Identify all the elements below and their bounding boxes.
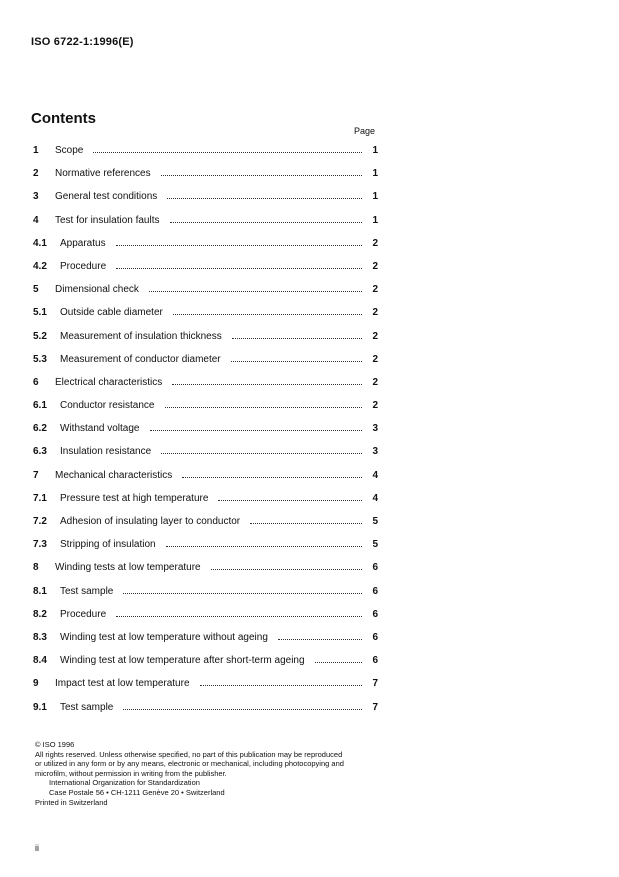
toc-entry-title: Electrical characteristics bbox=[55, 376, 163, 388]
toc-entry-number: 8 bbox=[33, 562, 39, 574]
toc-entry-number: 8.3 bbox=[33, 631, 47, 643]
toc-entry bbox=[33, 145, 378, 168]
toc-entry bbox=[33, 586, 378, 609]
toc-entry bbox=[33, 284, 378, 307]
toc-entry-number: 4.1 bbox=[33, 237, 47, 249]
toc-entry-number: 3 bbox=[33, 191, 39, 203]
toc-entry bbox=[33, 238, 378, 261]
rights-text: or utilized in any form or by any means, electronic or mechanical, including photocopying and bbox=[35, 759, 344, 769]
toc-entry-title: General test conditions bbox=[55, 191, 158, 203]
toc-entry-page: 2 bbox=[372, 400, 378, 412]
toc-entry-title: Adhesion of insulating layer to conductor bbox=[60, 516, 241, 527]
organization-name: International Organization for Standardization bbox=[49, 778, 200, 788]
toc-leader-dots bbox=[315, 662, 362, 663]
toc-leader-dots bbox=[93, 152, 362, 153]
toc-entry bbox=[33, 191, 378, 214]
toc-leader-dots bbox=[123, 593, 362, 594]
toc-leader-dots bbox=[182, 477, 362, 478]
toc-leader-dots bbox=[167, 198, 362, 199]
toc-leader-dots bbox=[232, 338, 362, 339]
toc-leader-dots bbox=[211, 569, 362, 570]
toc-entry-title: Test sample bbox=[60, 701, 114, 713]
toc-leader-dots bbox=[172, 384, 362, 385]
toc-entry-page: 6 bbox=[372, 562, 378, 574]
toc-entry-page: 6 bbox=[372, 655, 378, 667]
toc-entry-number: 6.3 bbox=[33, 446, 47, 458]
toc-entry-page: 4 bbox=[372, 492, 378, 504]
toc-leader-dots bbox=[149, 291, 362, 292]
document-header: ISO 6722-1:1996(E) bbox=[31, 36, 134, 48]
toc-entry bbox=[33, 354, 378, 377]
toc-leader-dots bbox=[200, 685, 362, 686]
toc-entry-page: 2 bbox=[372, 376, 378, 388]
toc-leader-dots bbox=[218, 500, 362, 501]
toc-entry-page: 2 bbox=[372, 353, 378, 365]
page-column-label: Page bbox=[354, 126, 376, 136]
toc-entry-number: 1 bbox=[33, 145, 39, 156]
toc-entry-page: 6 bbox=[372, 608, 378, 620]
toc-entry-number: 8.4 bbox=[33, 655, 47, 667]
toc-entry-page: 6 bbox=[372, 631, 378, 643]
toc-entry-page: 1 bbox=[372, 191, 378, 203]
toc-leader-dots bbox=[116, 268, 362, 269]
toc-entry bbox=[33, 400, 378, 423]
toc-entry-page: 4 bbox=[372, 469, 378, 481]
toc-entry-number: 7 bbox=[33, 469, 39, 481]
toc-entry-page: 5 bbox=[372, 516, 378, 527]
toc-entry bbox=[33, 702, 378, 725]
toc-entry-number: 8.2 bbox=[33, 608, 47, 620]
toc-leader-dots bbox=[278, 639, 362, 640]
toc-entry-page: 1 bbox=[372, 145, 378, 156]
toc-entry-title: Procedure bbox=[60, 608, 107, 620]
rights-text: All rights reserved. Unless otherwise specified, no part of this publication may be reproduced bbox=[35, 749, 343, 759]
toc-entry bbox=[33, 678, 378, 701]
toc-entry-page: 3 bbox=[372, 423, 378, 435]
toc-entry-title: Winding test at low temperature without ageing bbox=[60, 631, 268, 643]
toc-entry-number: 8.1 bbox=[33, 585, 47, 597]
toc-entry-number: 5.3 bbox=[33, 353, 47, 365]
toc-leader-dots bbox=[166, 546, 362, 547]
contents-title: Contents bbox=[31, 110, 96, 127]
toc-entry-number: 9 bbox=[33, 678, 39, 690]
toc-entry-number: 2 bbox=[33, 168, 39, 180]
toc-leader-dots bbox=[250, 523, 362, 524]
toc-entry bbox=[33, 470, 378, 493]
toc-entry-title: Test for insulation faults bbox=[55, 214, 160, 226]
printed-in: Printed in Switzerland bbox=[35, 797, 108, 807]
toc-entry-number: 5.1 bbox=[33, 307, 47, 319]
toc-leader-dots bbox=[123, 709, 362, 710]
toc-entry bbox=[33, 493, 378, 516]
toc-entry bbox=[33, 446, 378, 469]
toc-entry-number: 4.2 bbox=[33, 260, 47, 272]
toc-entry-page: 2 bbox=[372, 237, 378, 249]
toc-entry-number: 5 bbox=[33, 284, 39, 296]
toc-entry-title: Winding test at low temperature after short-term ageing bbox=[60, 655, 305, 667]
toc-leader-dots bbox=[170, 222, 363, 223]
toc-entry-title: Winding tests at low temperature bbox=[55, 562, 201, 574]
toc-entry bbox=[33, 331, 378, 354]
toc-entry-page: 2 bbox=[372, 330, 378, 342]
toc-entry-title: Dimensional check bbox=[55, 284, 139, 296]
organization-address: Case Postale 56 • CH-1211 Genève 20 • Switzerland bbox=[49, 787, 225, 797]
toc-entry-title: Outside cable diameter bbox=[60, 307, 163, 319]
toc-entry-page: 7 bbox=[372, 678, 378, 690]
toc-entry bbox=[33, 539, 378, 562]
toc-entry bbox=[33, 655, 378, 678]
toc-entry-page: 3 bbox=[372, 446, 378, 458]
rights-text: microfilm, without permission in writing from the publisher. bbox=[35, 768, 227, 778]
toc-entry-title: Test sample bbox=[60, 585, 114, 597]
toc-entry-page: 7 bbox=[372, 701, 378, 713]
toc-entry-title: Procedure bbox=[60, 260, 107, 272]
toc-entry-number: 9.1 bbox=[33, 701, 47, 713]
page-number: ii bbox=[35, 843, 39, 853]
toc-leader-dots bbox=[161, 175, 362, 176]
toc-entry-title: Conductor resistance bbox=[60, 400, 155, 412]
toc-entry-number: 6 bbox=[33, 376, 39, 388]
toc-entry bbox=[33, 632, 378, 655]
toc-entry-page: 1 bbox=[372, 214, 378, 226]
table-of-contents bbox=[33, 145, 378, 725]
toc-entry bbox=[33, 609, 378, 632]
toc-entry-number: 5.2 bbox=[33, 330, 47, 342]
toc-entry bbox=[33, 562, 378, 585]
toc-entry-title: Insulation resistance bbox=[60, 446, 152, 458]
toc-entry-number: 7.2 bbox=[33, 516, 47, 527]
toc-entry-title: Withstand voltage bbox=[60, 423, 140, 435]
toc-entry-page: 6 bbox=[372, 585, 378, 597]
copyright-block bbox=[35, 740, 385, 807]
toc-entry-page: 1 bbox=[372, 168, 378, 180]
toc-entry-page: 5 bbox=[372, 539, 378, 551]
copyright-notice: © ISO 1996 bbox=[35, 740, 75, 749]
toc-entry-page: 2 bbox=[372, 284, 378, 296]
toc-leader-dots bbox=[173, 314, 362, 315]
toc-entry bbox=[33, 516, 378, 539]
toc-entry-number: 7.1 bbox=[33, 492, 47, 504]
toc-leader-dots bbox=[161, 453, 362, 454]
toc-entry bbox=[33, 168, 378, 191]
toc-entry-title: Measurement of conductor diameter bbox=[60, 353, 221, 365]
toc-entry bbox=[33, 307, 378, 330]
toc-entry-number: 6.1 bbox=[33, 400, 47, 412]
toc-entry-number: 6.2 bbox=[33, 423, 47, 435]
toc-entry-number: 7.3 bbox=[33, 539, 47, 551]
toc-entry-title: Impact test at low temperature bbox=[55, 678, 190, 690]
toc-entry-page: 2 bbox=[372, 307, 378, 319]
toc-leader-dots bbox=[150, 430, 363, 431]
toc-entry bbox=[33, 423, 378, 446]
toc-entry-title: Apparatus bbox=[60, 237, 106, 249]
toc-entry bbox=[33, 377, 378, 400]
toc-entry bbox=[33, 261, 378, 284]
toc-entry-title: Normative references bbox=[55, 168, 151, 180]
toc-leader-dots bbox=[231, 361, 362, 362]
toc-entry-title: Mechanical characteristics bbox=[55, 469, 173, 481]
toc-entry-title: Measurement of insulation thickness bbox=[60, 330, 222, 342]
toc-entry-number: 4 bbox=[33, 214, 39, 226]
toc-entry-page: 2 bbox=[372, 260, 378, 272]
toc-entry-title: Scope bbox=[55, 145, 84, 156]
toc-leader-dots bbox=[116, 245, 362, 246]
toc-leader-dots bbox=[165, 407, 363, 408]
toc-entry-title: Stripping of insulation bbox=[60, 539, 156, 551]
toc-entry-title: Pressure test at high temperature bbox=[60, 492, 209, 504]
toc-leader-dots bbox=[116, 616, 362, 617]
toc-entry bbox=[33, 215, 378, 238]
